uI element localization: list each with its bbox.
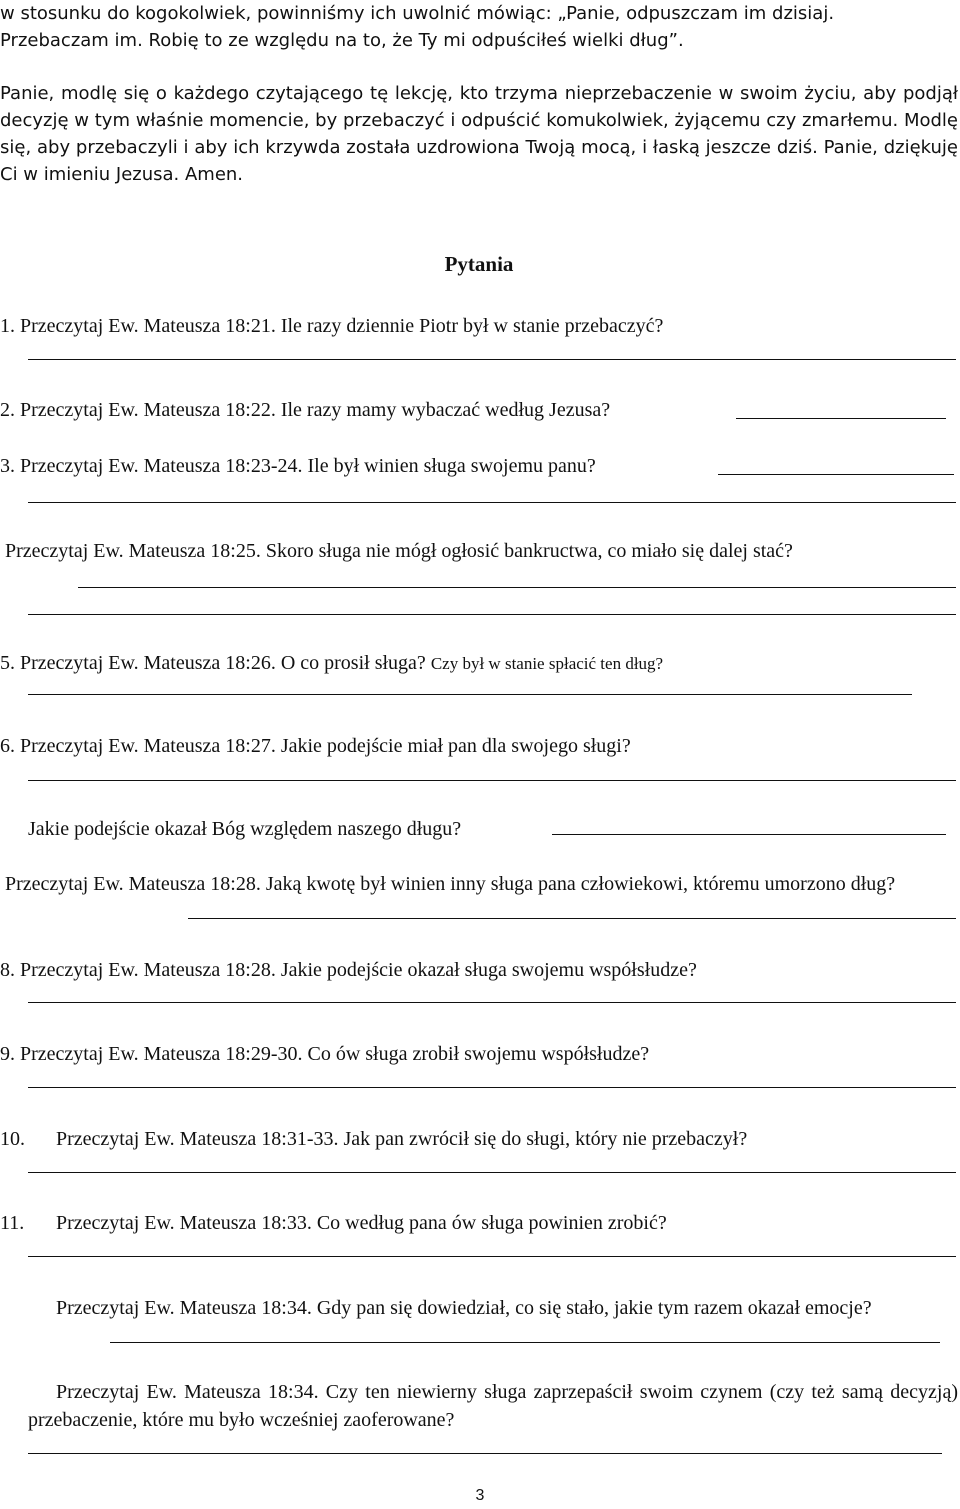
- answer-line[interactable]: [736, 418, 946, 419]
- question-7: [0, 870, 958, 898]
- question-number: 3.: [0, 455, 15, 477]
- question-9: [0, 1040, 958, 1068]
- question-text: Przeczytaj Ew. Mateusza 18:34. Czy ten niewierny sługa zaprzepaścił swoim czynem (czy też samą decyzją) przebaczenie, które mu było wcześniej zaoferowane?: [28, 1381, 958, 1431]
- question-12: [0, 1294, 958, 1322]
- question-text: Przeczytaj Ew. Mateusza 18:28. Jaką kwotę był winien inny sługa pana człowiekowi, któremu umorzono dług?: [5, 873, 896, 895]
- page-number: 3: [475, 1487, 485, 1504]
- question-text: Przeczytaj Ew. Mateusza 18:22. Ile razy mamy wybaczać według Jezusa?: [20, 399, 611, 421]
- answer-line[interactable]: [718, 474, 954, 475]
- question-number: 2.: [0, 399, 15, 421]
- question-text: Jakie podejście okazał Bóg względem naszego długu?: [28, 818, 462, 840]
- answer-line[interactable]: [28, 359, 956, 360]
- question-4: [0, 537, 958, 565]
- answer-line[interactable]: [28, 502, 956, 503]
- question-text: Przeczytaj Ew. Mateusza 18:26. O co prosił sługa?: [20, 652, 426, 674]
- prayer-text: Panie, modlę się o każdego czytającego tę lekcję, kto trzyma nieprzebaczenie w swoim życiu, aby podjął decyzję w tym właśnie momencie, by przebaczyć i odpuścić komukolwiek, żyjącemu czy zmarłemu. Modlę się, aby przebaczyli i aby ich krzywda została uzdrowiona Twoją mocą, i łaską jeszcze dziś. Panie, dziękuję Ci w imieniu Jezusa. Amen.: [0, 83, 958, 185]
- question-3: [0, 452, 958, 480]
- answer-line[interactable]: [78, 587, 956, 588]
- question-8: [0, 956, 958, 984]
- prayer-paragraph: [0, 80, 958, 188]
- answer-line[interactable]: [28, 694, 912, 695]
- question-6: [0, 732, 958, 760]
- question-6-subquestion: [0, 815, 958, 843]
- question-2: [0, 396, 958, 424]
- question-number: 5.: [0, 652, 15, 674]
- answer-line[interactable]: [28, 780, 956, 781]
- answer-line[interactable]: [552, 834, 946, 835]
- question-5: [0, 649, 958, 678]
- question-number: [0, 1294, 28, 1322]
- question-number: 8.: [0, 959, 15, 981]
- answer-line[interactable]: [188, 918, 956, 919]
- answer-line[interactable]: [28, 1087, 956, 1088]
- question-text: Przeczytaj Ew. Mateusza 18:23-24. Ile był winien sługa swojemu panu?: [20, 455, 596, 477]
- question-number: [0, 1378, 28, 1406]
- answer-line[interactable]: [28, 1172, 956, 1173]
- question-text: Przeczytaj Ew. Mateusza 18:25. Skoro sługa nie mógł ogłosić bankructwa, co miało się dalej stać?: [5, 540, 793, 562]
- question-number: 1.: [0, 315, 15, 337]
- answer-line[interactable]: [28, 1256, 956, 1257]
- section-heading: Pytania: [444, 252, 514, 276]
- answer-line[interactable]: [28, 1453, 942, 1454]
- intro-line-1: w stosunku do kogokolwiek, powinniśmy ich uwolnić mówiąc: „Panie, odpuszczam im dzisiaj.: [0, 3, 835, 24]
- answer-line[interactable]: [28, 1002, 956, 1003]
- answer-line[interactable]: [110, 1342, 940, 1343]
- question-number: 9.: [0, 1043, 15, 1065]
- question-number: 11.: [0, 1212, 25, 1234]
- question-number: 10.: [0, 1128, 25, 1150]
- question-text: Przeczytaj Ew. Mateusza 18:33. Co według pana ów sługa powinien zrobić?: [56, 1212, 667, 1234]
- intro-line-2: Przebaczam im. Robię to ze względu na to, że Ty mi odpuściłeś wielki dług”.: [0, 30, 684, 51]
- question-text: Przeczytaj Ew. Mateusza 18:27. Jakie podejście miał pan dla swojego sługi?: [20, 735, 631, 757]
- question-number: 6.: [0, 735, 15, 757]
- question-11: [0, 1209, 958, 1237]
- question-text: Przeczytaj Ew. Mateusza 18:29-30. Co ów sługa zrobił swojemu współsłudze?: [20, 1043, 650, 1065]
- answer-line[interactable]: [28, 614, 956, 615]
- question-13: [0, 1378, 958, 1434]
- question-text: Przeczytaj Ew. Mateusza 18:34. Gdy pan się dowiedział, co się stało, jakie tym razem okazał emocje?: [56, 1297, 872, 1319]
- question-10: [0, 1125, 958, 1153]
- question-1: [0, 312, 958, 340]
- question-text: Przeczytaj Ew. Mateusza 18:28. Jakie podejście okazał sługa swojemu współsłudze?: [20, 959, 697, 981]
- question-subtext: Czy był w stanie spłacić ten dług?: [430, 654, 664, 673]
- question-text: Przeczytaj Ew. Mateusza 18:21. Ile razy dziennie Piotr był w stanie przebaczyć?: [20, 315, 664, 337]
- question-text: Przeczytaj Ew. Mateusza 18:31-33. Jak pan zwrócił się do sługi, który nie przebaczył?: [56, 1128, 748, 1150]
